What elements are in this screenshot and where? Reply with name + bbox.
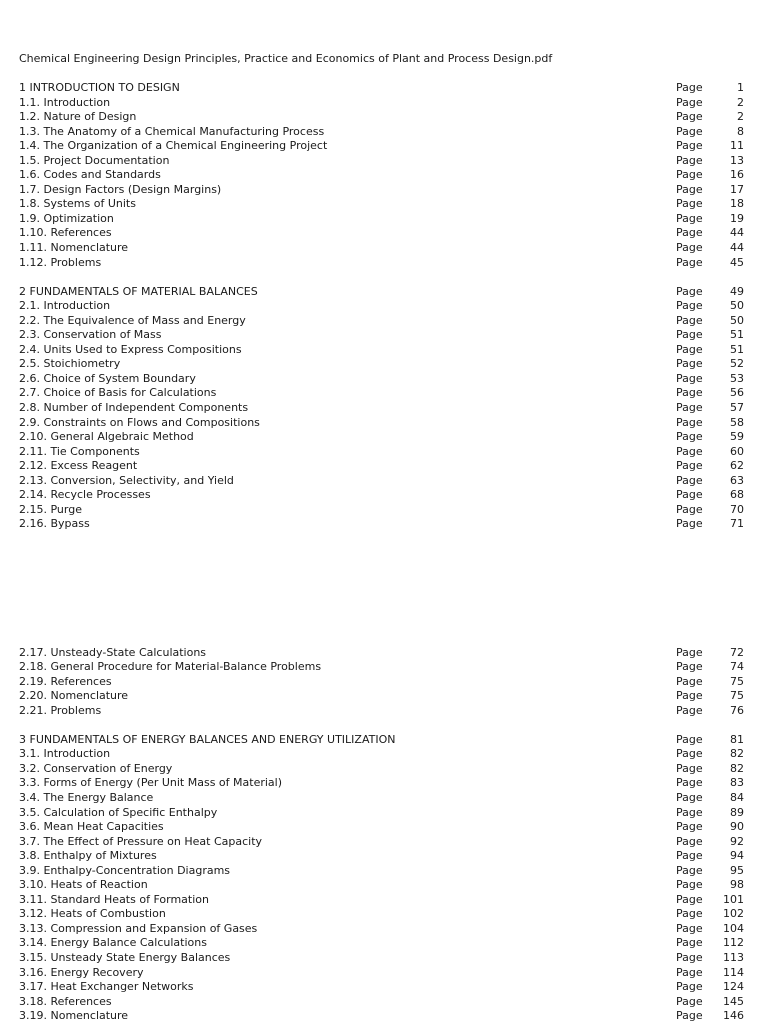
toc-row [19,139,744,154]
page-label: Page [676,386,703,400]
page-number: 59 [730,430,744,444]
page-number: 58 [730,415,744,429]
page-label: Page [676,820,703,834]
toc-entry-title: 2.3. Conservation of Mass [19,328,162,342]
toc-entry-title: 3.7. The Effect of Pressure on Heat Capacity [19,834,263,848]
toc-row [19,386,744,401]
page-label: Page [676,284,703,298]
toc-entry-title: 1.10. References [19,226,112,240]
toc-entry-title: 2.7. Choice of Basis for Calculations [19,386,217,400]
toc-entry-title: 2.20. Nomenclature [19,689,129,703]
toc-entry-title: 3.11. Standard Heats of Formation [19,892,209,906]
page-number: 92 [730,834,744,848]
document-title: Chemical Engineering Design Principles, Practice and Economics of Plant and Process Design.pdf [19,52,553,65]
toc-row [19,430,744,445]
page-label: Page [676,849,703,863]
toc-row [19,241,744,256]
page-label: Page [676,299,703,313]
toc-row [19,936,744,951]
toc-entry-title: 1.4. The Organization of a Chemical Engineering Project [19,139,328,153]
toc-entry-title: 1.12. Problems [19,255,102,269]
toc-entry-title: 1.11. Nomenclature [19,241,129,255]
toc-entry-title: 2.4. Units Used to Express Compositions [19,342,242,356]
toc-row [19,951,744,966]
toc-row [19,314,744,329]
toc-entry-title: 2.12. Excess Reagent [19,459,138,473]
page-label: Page [676,81,703,94]
toc-row [19,488,744,503]
page-number: 102 [723,907,744,921]
toc-entry-title: 3.10. Heats of Reaction [19,878,148,892]
toc-row [19,328,744,343]
toc-entry-title: 3.5. Calculation of Specific Enthalpy [19,805,218,819]
page-number: 70 [730,502,744,516]
toc-entry-title: 3.8. Enthalpy of Mixtures [19,849,157,863]
toc-row [19,445,744,460]
page-number: 52 [730,357,744,371]
page-label: Page [676,994,703,1008]
page-label: Page [676,124,703,138]
toc-entry-title: 3 FUNDAMENTALS OF ENERGY BALANCES AND ENERGY UTILIZATION [19,732,396,746]
toc-entry-title: 2.9. Constraints on Flows and Compositions [19,415,260,429]
page-label: Page [676,401,703,415]
page-label: Page [676,761,703,775]
toc-entry-title: 2.19. References [19,674,112,688]
toc-entry-title: 2.18. General Procedure for Material-Balance Problems [19,660,322,674]
page-number: 104 [723,921,744,935]
toc-row [19,81,744,96]
page-number: 74 [730,660,744,674]
toc-entry-title: 1.8. Systems of Units [19,197,136,211]
toc-row [19,401,744,416]
page-label: Page [676,878,703,892]
toc-entry-title: 2 FUNDAMENTALS OF MATERIAL BALANCES [19,284,258,298]
page-number: 19 [730,211,744,225]
toc-row [19,907,744,922]
page-label: Page [676,415,703,429]
page-number: 16 [730,168,744,182]
toc-row [19,372,744,387]
toc-block-top [19,81,744,532]
toc-entry-title: 1.1. Introduction [19,95,111,109]
page-label: Page [676,139,703,153]
toc-row [19,966,744,981]
page-label: Page [676,95,703,109]
page-number: 62 [730,459,744,473]
page-label: Page [676,473,703,487]
page-number: 13 [730,153,744,167]
toc-row [19,733,744,748]
toc-entry-title: 3.12. Heats of Combustion [19,907,166,921]
toc-entry-title: 2.8. Number of Independent Components [19,401,249,415]
page-label: Page [676,980,703,994]
toc-row [19,474,744,489]
toc-row [19,995,744,1010]
page-label: Page [676,863,703,877]
toc-entry-title: 3.1. Introduction [19,747,111,761]
page-number: 114 [723,965,744,979]
page-number: 57 [730,401,744,415]
page-number: 63 [730,473,744,487]
page-number: 76 [730,703,744,717]
toc-row [19,96,744,111]
toc-entry-title: 1 INTRODUCTION TO DESIGN [19,81,180,94]
page-label: Page [676,660,703,674]
page-number: 50 [730,299,744,313]
page-number: 51 [730,342,744,356]
page-number: 44 [730,241,744,255]
page-number: 95 [730,863,744,877]
toc-row [19,110,744,125]
toc-row [19,704,744,719]
toc-row [19,689,744,704]
toc-entry-title: 1.5. Project Documentation [19,153,170,167]
toc-entry-title: 2.17. Unsteady-State Calculations [19,645,207,659]
toc-row [19,459,744,474]
toc-entry-title: 2.15. Purge [19,502,82,516]
page-label: Page [676,430,703,444]
page-label: Page [676,182,703,196]
page-number: 44 [730,226,744,240]
toc-entry-title: 3.15. Unsteady State Energy Balances [19,950,231,964]
page-label: Page [676,371,703,385]
toc-row [19,1009,744,1024]
page-number: 45 [730,255,744,269]
page-label: Page [676,517,703,531]
page-number: 17 [730,182,744,196]
page-number: 90 [730,820,744,834]
page-label: Page [676,357,703,371]
toc-row [19,893,744,908]
page-label: Page [676,241,703,255]
page-number: 82 [730,761,744,775]
page-label: Page [676,732,703,746]
page-number: 83 [730,776,744,790]
page-label: Page [676,907,703,921]
toc-row [19,256,744,271]
page-number: 124 [723,980,744,994]
toc-row [19,660,744,675]
page-label: Page [676,892,703,906]
page-label: Page [676,313,703,327]
toc-row [19,168,744,183]
page-number: 98 [730,878,744,892]
toc-entry-title: 2.1. Introduction [19,299,111,313]
page-number: 145 [723,994,744,1008]
page-label: Page [676,110,703,124]
toc-entry-title: 3.17. Heat Exchanger Networks [19,980,194,994]
toc-row [19,343,744,358]
toc-row [19,820,744,835]
page-number: 72 [730,645,744,659]
toc-row [19,646,744,661]
toc-entry-title: 3.9. Enthalpy-Concentration Diagrams [19,863,231,877]
page-number: 51 [730,328,744,342]
page-number: 82 [730,747,744,761]
toc-entry-title: 2.6. Choice of System Boundary [19,371,196,385]
page-label: Page [676,342,703,356]
toc-row [19,197,744,212]
toc-row [19,980,744,995]
toc-row [19,125,744,140]
toc-entry-title: 1.6. Codes and Standards [19,168,161,182]
toc-row [19,226,744,241]
toc-row [19,183,744,198]
page-number: 146 [723,1009,744,1023]
toc-row [19,806,744,821]
toc-entry-title: 3.3. Forms of Energy (Per Unit Mass of Material) [19,776,283,790]
toc-row [19,154,744,169]
page-number: 8 [737,124,744,138]
page-number: 50 [730,313,744,327]
toc-entry-title: 3.14. Energy Balance Calculations [19,936,207,950]
page-label: Page [676,328,703,342]
page-number: 75 [730,689,744,703]
toc-row [19,878,744,893]
toc-row [19,357,744,372]
toc-entry-title: 2.13. Conversion, Selectivity, and Yield [19,473,234,487]
page-number: 112 [723,936,744,950]
page-label: Page [676,834,703,848]
page-number: 89 [730,805,744,819]
page-number: 18 [730,197,744,211]
page-label: Page [676,645,703,659]
toc-entry-title: 1.9. Optimization [19,211,114,225]
page-label: Page [676,168,703,182]
page-label: Page [676,805,703,819]
toc-entry-title: 2.14. Recycle Processes [19,488,151,502]
page-label: Page [676,1009,703,1023]
toc-row [19,212,744,227]
toc-entry-title: 3.18. References [19,994,112,1008]
page-label: Page [676,226,703,240]
toc-entry-title: 1.3. The Anatomy of a Chemical Manufacturing Process [19,124,325,138]
page-label: Page [676,776,703,790]
toc-entry-title: 2.16. Bypass [19,517,90,531]
toc-entry-title: 2.5. Stoichiometry [19,357,121,371]
toc-row [19,791,744,806]
page-label: Page [676,965,703,979]
toc-row [19,922,744,937]
toc-row [19,675,744,690]
toc-entry-title: 2.21. Problems [19,703,102,717]
page-number: 94 [730,849,744,863]
page-number: 2 [737,110,744,124]
page-number: 53 [730,371,744,385]
page-number: 60 [730,444,744,458]
toc-row [19,503,744,518]
toc-entry-title: 3.13. Compression and Expansion of Gases [19,921,258,935]
page-number: 101 [723,892,744,906]
toc-entry-title: 3.6. Mean Heat Capacities [19,820,164,834]
page-label: Page [676,703,703,717]
toc-entry-title: 3.16. Energy Recovery [19,965,144,979]
toc-row [19,835,744,850]
toc-row [19,849,744,864]
page-label: Page [676,459,703,473]
page-label: Page [676,488,703,502]
page-number: 49 [730,284,744,298]
toc-row [19,416,744,431]
toc-entry-title: 3.4. The Energy Balance [19,790,154,804]
toc-row [19,864,744,879]
page-number: 81 [730,732,744,746]
page-label: Page [676,936,703,950]
page-number: 71 [730,517,744,531]
toc-entry-title: 3.2. Conservation of Energy [19,761,173,775]
page-label: Page [676,197,703,211]
toc-row [19,762,744,777]
toc-row [19,776,744,791]
page-label: Page [676,950,703,964]
page-label: Page [676,255,703,269]
toc-row [19,517,744,532]
toc-row [19,747,744,762]
page-label: Page [676,444,703,458]
toc-row [19,285,744,300]
page-label: Page [676,747,703,761]
toc-entry-title: 1.2. Nature of Design [19,110,137,124]
toc-entry-title: 2.11. Tie Components [19,444,140,458]
page-label: Page [676,689,703,703]
toc-entry-title: 2.10. General Algebraic Method [19,430,194,444]
page-label: Page [676,211,703,225]
page-label: Page [676,790,703,804]
toc-entry-title: 3.19. Nomenclature [19,1009,129,1023]
page-label: Page [676,921,703,935]
page-number: 11 [730,139,744,153]
toc-block-bottom [19,646,744,1024]
page-number: 84 [730,790,744,804]
page-label: Page [676,502,703,516]
page-number: 75 [730,674,744,688]
page-label: Page [676,153,703,167]
page-number: 56 [730,386,744,400]
toc-entry-title: 2.2. The Equivalence of Mass and Energy [19,313,246,327]
page-label: Page [676,674,703,688]
page-number: 113 [723,950,744,964]
toc-row [19,299,744,314]
page-number: 1 [737,81,744,94]
page-number: 2 [737,95,744,109]
page-number: 68 [730,488,744,502]
toc-entry-title: 1.7. Design Factors (Design Margins) [19,182,222,196]
